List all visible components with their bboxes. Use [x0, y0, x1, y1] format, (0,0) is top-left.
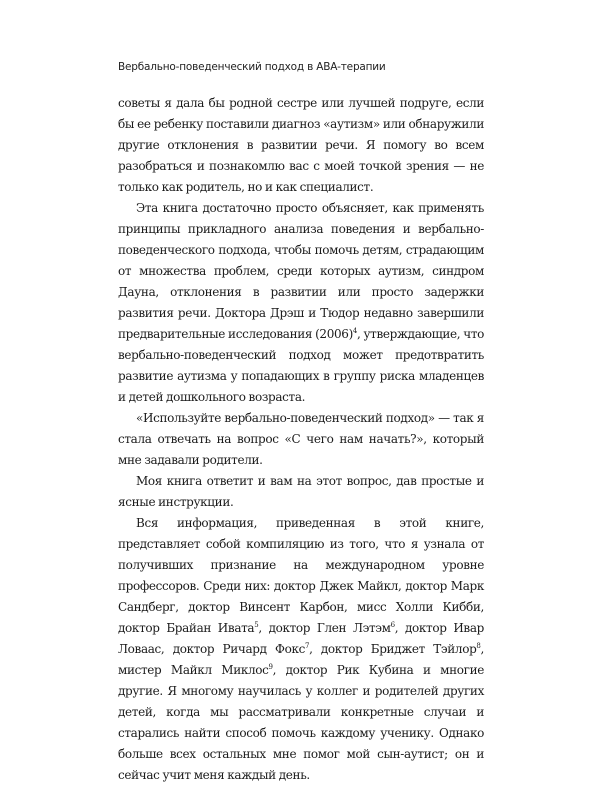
running-head: Вербально-поведенческий подход в АВА-терапии [118, 61, 386, 73]
footnote-ref-5: 5 [254, 621, 259, 629]
paragraph-1: советы я дала бы родной сестре или лучшей подруге, если бы ее ребенку поставили диагноз «аутизм» или обнаружили другие отклонения в развитии речи. Я помогу во всем разобраться и познакомлю вас с моей точкой зрения — не только как родитель, но и как специалист. [118, 96, 484, 194]
paragraph-2 [118, 198, 484, 408]
body-text [118, 93, 484, 786]
paragraph-4: Моя книга ответит и вам на этот вопрос, дав простые и ясные инструкции. [118, 474, 484, 509]
paragraph-5-text-1: Вся информация, приведенная в этой книге, представляет собой компиляцию из того, что я узнала от получивших признание на международном уровне профессоров. Среди них: доктор Джек Майкл, доктор Марк Сандберг, доктор Винсент Карбон, мисс Холли Кибби, доктор Брайан Ивата [118, 516, 484, 635]
paragraph-5-text-2: , доктор Глен Лэтэм [258, 621, 391, 635]
paragraph-5-text-6: , доктор Рик Кубина и многие другие. Я многому научилась у коллег и родителей других детей, когда мы рассматривали конкретные случаи и старались найти способ помочь каждому ученику. Однако больше всех остальных мне помог мой сын-аутист; он и сейчас учит меня каждый день. [118, 663, 485, 782]
paragraph-5-text-4: , доктор Бриджет Тэйлор [309, 642, 477, 656]
paragraph-2-text-a: Эта книга достаточно просто объясняет, как применять принципы прикладного анализа поведения и вербально-поведенческого подхода, чтобы помочь детям, страдающим от множества проблем, среди которых аутизм, синдром Дауна, отклонения в развитии или просто задержки развития речи. Доктора Дрэш и Тюдор недавно завершили предварительные исследования (2006) [118, 201, 484, 341]
footnote-ref-4: 4 [352, 327, 358, 335]
paragraph-3: «Используйте вербально-поведенческий подход» — так я стала отвечать на вопрос «С чего нам начать?», который мне задавали родители. [118, 411, 484, 467]
paragraph-5-text-5: , мистер Майкл Миклос [118, 642, 484, 677]
paragraph-2-text-b: , утверждающие, что вербально-поведенческий подход может предотвратить развитие аутизма у попадающих в группу риска младенцев и детей дошкольного возраста. [118, 327, 484, 404]
footnote-ref-7: 7 [305, 642, 310, 650]
paragraph-5-text-3: , доктор Ивар Ловаас, доктор Ричард Фокс [118, 621, 484, 656]
footnote-ref-6: 6 [390, 621, 395, 629]
footnote-ref-9: 9 [268, 663, 273, 671]
paragraph-5 [118, 513, 484, 786]
footnote-ref-8: 8 [476, 642, 481, 650]
